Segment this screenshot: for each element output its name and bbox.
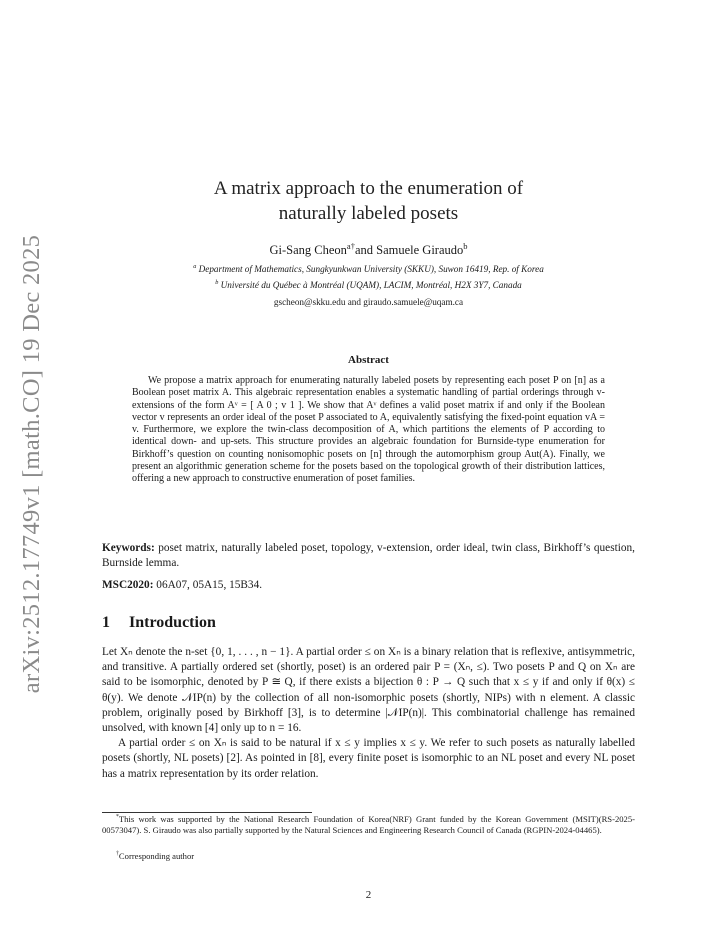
author-emails: gscheon@skku.edu and giraudo.samuele@uqam.ca: [273, 297, 464, 307]
arxiv-identifier: arXiv:2512.17749v1 [math.CO] 19 Dec 2025: [18, 234, 45, 694]
intro-body: [102, 645, 635, 782]
affiliation-a-mark: a: [193, 262, 197, 270]
section-heading: [102, 614, 216, 632]
keywords: [102, 541, 635, 571]
footnote-corresponding-text: Corresponding author: [118, 851, 195, 861]
author-1-marks: a†: [346, 240, 355, 251]
footnote-rule: [102, 812, 312, 813]
arxiv-side-stamp: [14, 234, 50, 694]
affiliation-a-text: Department of Mathematics, Sungkyunkwan University (SKKU), Suwon 16419, Rep. of Korea: [198, 264, 544, 274]
msc-label: MSC2020:: [102, 579, 154, 591]
section-title: Introduction: [129, 614, 216, 631]
msc-classification: [102, 579, 635, 591]
intro-paragraph-2: A partial order ≤ on Xₙ is said to be natural if x ≤ y implies x ≤ y. We refer to such posets as naturally labelled posets (shortly, NL posets) [2]. As pointed in [8], every finite poset is isomorphic to an NL poset and every NL poset has a matrix representation by its order relation.: [102, 737, 635, 780]
affiliation-a: [102, 264, 635, 274]
keywords-label: Keywords:: [102, 542, 155, 554]
author-2-marks: b: [463, 240, 468, 251]
msc-codes: 06A07, 05A15, 15B34.: [156, 579, 263, 591]
footnote-corresponding: [116, 851, 635, 862]
abstract-text: We propose a matrix approach for enumerating naturally labeled posets by representing each poset P on [n] as a Boolean poset matrix A. This algebraic representation enables a systematic handling of partial orderings through v-extensions of the form Aᵛ = [ A 0 ; v 1 ]. We show that Aᵛ defines a valid poset matrix if and only if the Boolean vector v represents an order ideal of the poset P associated to A, equivalently satisfying the fixed-point equation vA = v. Furthermore, we explore the twin-class decomposition of A, which partitions the elements of P according to identical down- and up-sets. This structure provides an algebraic foundation for Burnside-type enumeration for Birkhoff’s question on counting nonisomophic posets on [n] through the automorphism group Aut(A). Finally, we present an algorithmic generation scheme for the posets based on the topological growth of their distribution lattices, offering a new approach to constructive enumeration of poset families.: [132, 375, 605, 485]
abstract-heading: Abstract: [348, 354, 389, 366]
affiliation-b: [102, 280, 635, 290]
section-number: 1: [102, 614, 110, 631]
author-2: and Samuele Giraudo: [354, 243, 464, 257]
affiliation-b-mark: b: [215, 278, 219, 286]
footnote-funding: [102, 814, 635, 836]
footnote-funding-mark: *: [116, 814, 119, 821]
page-number: 2: [365, 889, 372, 901]
title-line-1: A matrix approach to the enumeration of: [213, 178, 524, 199]
footnote-funding-text: This work was supported by the National Research Foundation of Korea(NRF) Grant funded by the Korean Government (MSIT)(RS-2025-00573047). S. Giraudo was also partially supported by the Natural Sciences and Engineering Research Council of Canada (RGPIN-2024-04465).: [102, 814, 635, 836]
intro-paragraph-1: Let Xₙ denote the n-set {0, 1, . . . , n − 1}. A partial order ≤ on Xₙ is a binary relation that is reflexive, antisymmetric, and transitive. A partially ordered set (shortly, poset) is an ordered pair P = (Xₙ, ≤). Two posets P and Q on Xₙ are said to be isomorphic, denoted by P ≅ Q, if there exists a bijection θ : P → Q such that x ≤ y if and only if θ(x) ≤ θ(y). We denote 𝒩IP(n) by the collection of all non-isomorphic posets (shortly, NIPs) with n element. A classic problem, originally posed by Birkhoff [3], is to determine |𝒩IP(n)|. This combinatorial challenge has remained unsolved, with known [4] only up to n = 16.: [102, 646, 635, 735]
footnote-corresponding-mark: †: [116, 851, 119, 858]
author-1: Gi-Sang Cheon: [269, 243, 347, 257]
keywords-text: poset matrix, naturally labeled poset, topology, v-extension, order ideal, twin class, Birkhoff’s question, Burnside lemma.: [102, 542, 635, 569]
author-list: [102, 240, 635, 258]
title-line-2: naturally labeled posets: [278, 203, 459, 224]
paper-title: [102, 176, 635, 226]
affiliation-b-text: Université du Québec à Montréal (UQAM), LACIM, Montréal, H2X 3Y7, Canada: [220, 280, 522, 290]
